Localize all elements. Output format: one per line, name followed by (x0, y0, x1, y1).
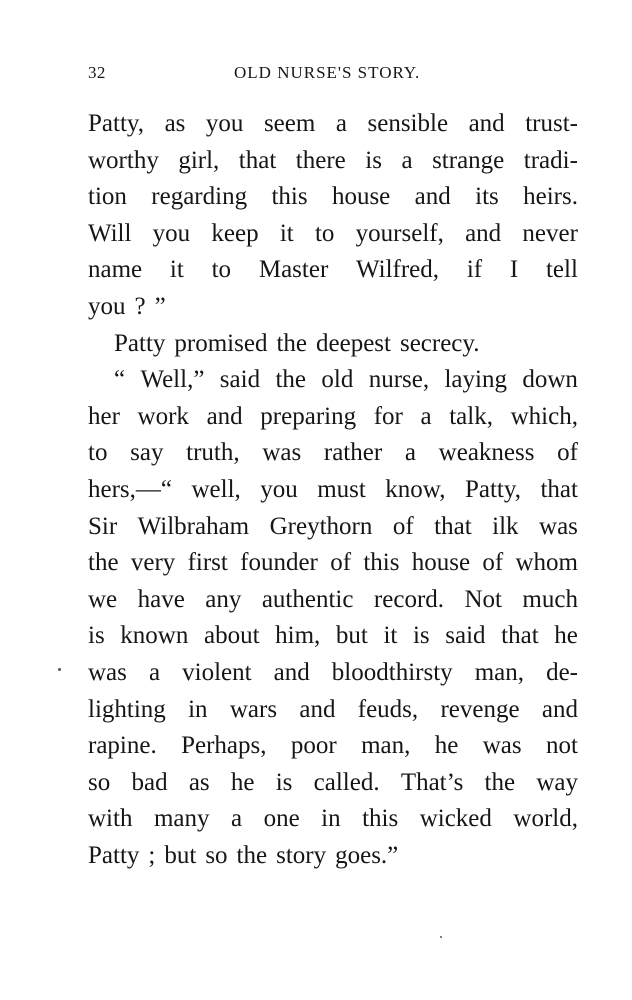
text-line: the very first founder of this house of whom (88, 549, 578, 577)
paper-speck (58, 668, 61, 671)
text-line: to say truth, was rather a weakness of (88, 439, 578, 467)
text-line: with many a one in this wicked world, (88, 805, 578, 833)
text-line: worthy girl, that there is a strange tradi- (88, 146, 578, 174)
text-line: Patty promised the deepest secrecy. (114, 329, 480, 357)
text-line: Will you keep it to yourself, and never (88, 219, 578, 247)
text-line: you ? ” (88, 292, 166, 320)
text-line: her work and preparing for a talk, which, (88, 402, 578, 430)
text-line: was a violent and bloodthirsty man, de- (88, 658, 578, 686)
text-line: Sir Wilbraham Greythorn of that ilk was (88, 512, 578, 540)
text-line: so bad as he is called. That’s the way (88, 768, 578, 796)
text-line: tion regarding this house and its heirs. (88, 183, 578, 211)
running-head (88, 63, 574, 87)
text-line: lighting in wars and feuds, revenge and (88, 695, 578, 723)
text-line: hers,—“ well, you must know, Patty, that (88, 475, 578, 503)
body-text (88, 106, 578, 874)
text-line: rapine. Perhaps, poor man, he was not (88, 732, 578, 760)
text-line: name it to Master Wilfred, if I tell (88, 256, 578, 284)
text-line: is known about him, but it is said that he (88, 622, 578, 650)
paper-speck (440, 936, 442, 938)
text-line: “ Well,” said the old nurse, laying down (114, 366, 578, 394)
text-line: Patty ; but so the story goes.” (88, 841, 399, 869)
text-line: we have any authentic record. Not much (88, 585, 578, 613)
page-number: 32 (88, 63, 106, 82)
text-line: Patty, as you seem a sensible and trust- (88, 110, 578, 137)
running-title: OLD NURSE'S STORY. (234, 63, 421, 82)
